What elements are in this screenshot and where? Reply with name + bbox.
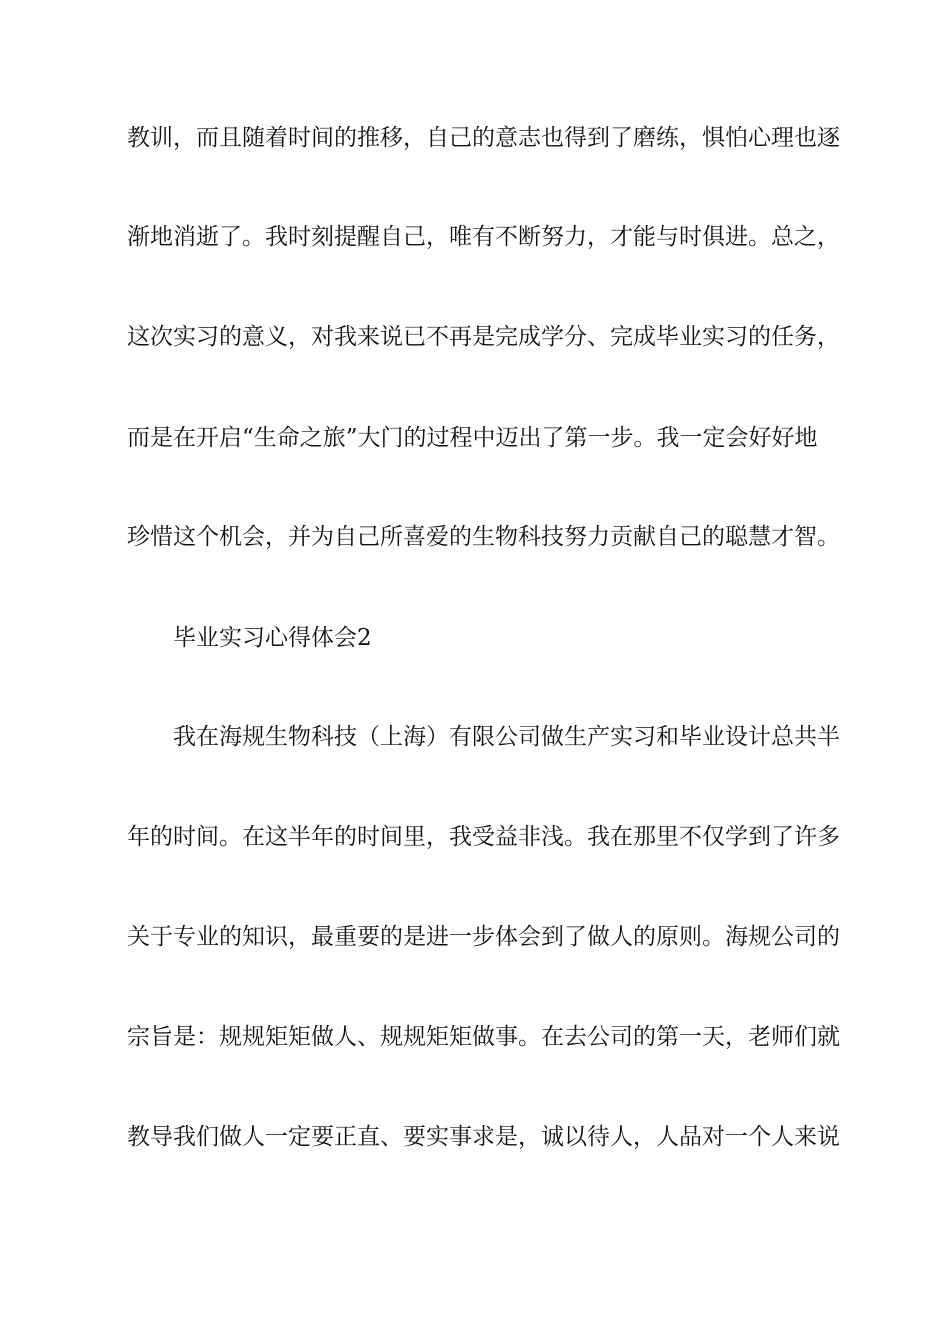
text-line-2: 渐地消逝了。我时刻提醒自己，唯有不断努力，才能与时俱进。总之， xyxy=(127,224,840,250)
text-line-9: 关于专业的知识，最重要的是进一步体会到了做人的原则。海规公司的 xyxy=(127,924,840,950)
text-line-3: 这次实习的意义，对我来说已不再是完成学分、完成毕业实习的任务， xyxy=(127,324,840,350)
text-line-10: 宗旨是：规规矩矩做人、规规矩矩做事。在去公司的第一天，老师们就 xyxy=(127,1024,840,1050)
text-line-11: 教导我们做人一定要正直、要实事求是，诚以待人，人品对一个人来说 xyxy=(127,1124,840,1150)
text-line-8: 年的时间。在这半年的时间里，我受益非浅。我在那里不仅学到了许多 xyxy=(127,824,840,850)
text-line-5: 珍惜这个机会，并为自己所喜爱的生物科技努力贡献自己的聪慧才智。 xyxy=(127,524,840,550)
section-heading: 毕业实习心得体会2 xyxy=(173,625,372,651)
text-line-1: 教训，而且随着时间的推移，自己的意志也得到了磨练，惧怕心理也逐 xyxy=(127,125,840,151)
text-line-7: 我在海规生物科技（上海）有限公司做生产实习和毕业设计总共半 xyxy=(173,724,840,750)
text-line-4: 而是在开启“生命之旅”大门的过程中迈出了第一步。我一定会好好地 xyxy=(127,425,818,451)
